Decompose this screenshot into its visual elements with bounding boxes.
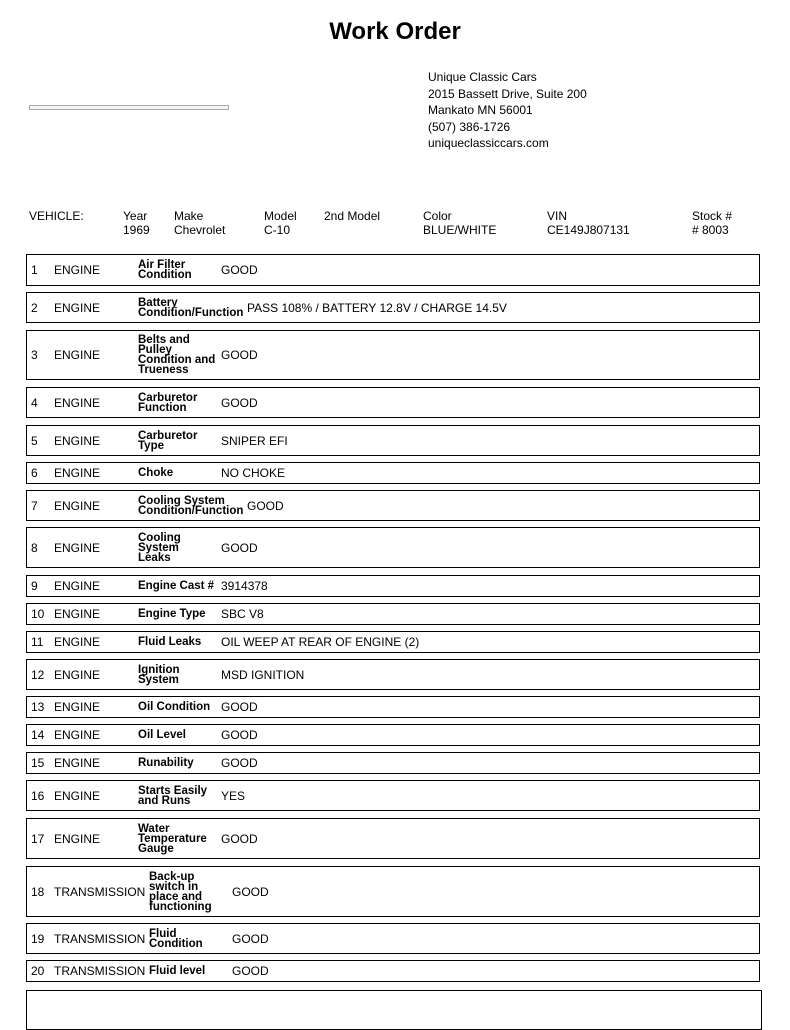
item-label: Starts Easily and Runs: [138, 784, 208, 807]
vehicle-make-value: Chevrolet: [174, 223, 226, 237]
company-city: Mankato MN 56001: [428, 103, 533, 117]
item-system: ENGINE: [54, 788, 101, 803]
list-item: [26, 923, 760, 954]
vehicle-year-label: Year: [123, 209, 148, 223]
item-number: 5: [31, 433, 38, 448]
item-number: 13: [31, 700, 45, 714]
item-system: TRANSMISSION: [54, 964, 146, 978]
item-label: Water Temperature Gauge: [138, 822, 207, 855]
item-value: GOOD: [247, 498, 284, 513]
item-value: MSD IGNITION: [221, 667, 305, 682]
vehicle-color-value: BLUE/WHITE: [423, 223, 497, 237]
item-number: 3: [31, 348, 38, 362]
item-system: ENGINE: [54, 667, 101, 682]
item-system: ENGINE: [54, 348, 101, 362]
item-value: YES: [221, 788, 246, 803]
item-number: 7: [31, 498, 38, 513]
item-label: Battery Condition/Function: [138, 296, 244, 319]
vehicle-stock-value: # 8003: [692, 223, 729, 237]
item-system: ENGINE: [54, 831, 101, 846]
item-system: ENGINE: [54, 700, 101, 714]
item-value: GOOD: [232, 931, 269, 946]
vehicle-stock-label: Stock #: [692, 209, 733, 223]
vehicle-year-value: 1969: [123, 223, 150, 237]
item-value: GOOD: [221, 395, 258, 410]
vehicle-model2: [324, 209, 380, 223]
item-system: ENGINE: [54, 540, 101, 555]
item-system: ENGINE: [54, 466, 101, 480]
item-system: ENGINE: [54, 635, 101, 649]
item-value: GOOD: [221, 263, 258, 277]
item-system: ENGINE: [54, 300, 101, 315]
list-item: [26, 780, 760, 811]
list-item: [26, 254, 760, 286]
vehicle-stock: [692, 209, 732, 237]
item-value: GOOD: [232, 964, 269, 978]
vehicle-vin-label: VIN: [547, 209, 568, 223]
list-item: [26, 490, 760, 521]
item-label: Cooling System Condition/Function: [138, 494, 244, 517]
item-label: Fluid Condition: [149, 927, 203, 950]
item-system: ENGINE: [54, 263, 101, 277]
next-item-box: [26, 990, 762, 1030]
item-system: ENGINE: [54, 433, 101, 448]
company-phone: (507) 386-1726: [428, 119, 511, 134]
item-label: Fluid Leaks: [138, 636, 202, 648]
item-number: 12: [31, 667, 45, 682]
item-value: GOOD: [221, 728, 258, 742]
list-item: [26, 631, 760, 653]
item-value: 3914378: [221, 579, 268, 593]
item-value: GOOD: [221, 831, 258, 846]
item-system: ENGINE: [54, 395, 101, 410]
list-item: [26, 425, 760, 456]
item-label: Runability: [138, 757, 194, 769]
item-label: Choke: [138, 467, 174, 479]
item-system: ENGINE: [54, 728, 101, 742]
item-number: 20: [31, 964, 45, 978]
list-item: [26, 527, 760, 568]
item-label: Air Filter Condition: [138, 259, 192, 281]
item-label: Carburetor Type: [138, 429, 198, 452]
item-value: PASS 108% / BATTERY 12.8V / CHARGE 14.5V: [247, 300, 507, 315]
item-number: 11: [31, 635, 44, 649]
item-label: Oil Condition: [138, 701, 211, 713]
vehicle-heading: VEHICLE:: [29, 209, 84, 223]
item-number: 16: [31, 788, 45, 803]
company-address: 2015 Bassett Drive, Suite 200: [428, 86, 587, 101]
vehicle-vin-value: CE149J807131: [547, 223, 630, 237]
list-item: [26, 330, 760, 380]
list-item: [26, 292, 760, 323]
item-label: Carburetor Function: [138, 391, 198, 414]
company-website: uniqueclassiccars.com: [428, 136, 549, 150]
item-number: 19: [31, 931, 45, 946]
item-label: Back-up switch in place and functioning: [149, 870, 212, 913]
vehicle-make: [174, 209, 225, 237]
vehicle-vin: [547, 209, 630, 237]
list-item: [26, 960, 760, 982]
vehicle-year: [123, 209, 150, 237]
list-item: [26, 696, 760, 718]
item-label: Fluid level: [149, 965, 206, 977]
list-item: [26, 724, 760, 746]
vehicle-make-label: Make: [174, 209, 204, 223]
vehicle-model: [264, 209, 297, 237]
list-item: [26, 752, 760, 774]
item-system: TRANSMISSION: [54, 931, 146, 946]
vehicle-model-value: C-10: [264, 223, 291, 237]
vehicle-model-label: Model: [264, 209, 297, 223]
item-value: GOOD: [221, 756, 258, 770]
item-system: ENGINE: [54, 756, 101, 770]
vehicle-color-label: Color: [423, 209, 452, 223]
item-value: GOOD: [221, 348, 258, 362]
item-system: TRANSMISSION: [54, 884, 146, 899]
page-title: Work Order: [329, 18, 461, 45]
item-value: SNIPER EFI: [221, 433, 288, 448]
item-number: 18: [31, 884, 45, 899]
item-number: 17: [31, 831, 45, 846]
vehicle-model2-label: 2nd Model: [324, 209, 381, 223]
item-system: ENGINE: [54, 607, 101, 621]
list-item: [26, 603, 760, 625]
item-value: SBC V8: [221, 607, 264, 621]
item-number: 6: [31, 466, 38, 480]
item-number: 10: [31, 607, 45, 621]
item-number: 14: [31, 728, 45, 742]
item-number: 4: [31, 395, 38, 410]
list-item: [26, 866, 760, 917]
item-label: Cooling System Leaks: [138, 531, 181, 564]
item-label: Engine Cast #: [138, 580, 215, 592]
item-label: Ignition System: [138, 663, 180, 686]
logo-placeholder: [29, 105, 229, 110]
item-number: 8: [31, 540, 38, 555]
list-item: [26, 387, 760, 418]
item-label: Belts and Pulley Condition and Trueness: [138, 334, 216, 376]
item-label: Engine Type: [138, 608, 206, 620]
vehicle-color: [423, 209, 496, 237]
item-value: GOOD: [221, 540, 258, 555]
item-number: 2: [31, 300, 38, 315]
item-number: 15: [31, 756, 45, 770]
item-value: OIL WEEP AT REAR OF ENGINE (2): [221, 635, 420, 649]
item-value: GOOD: [221, 700, 258, 714]
company-name: Unique Classic Cars: [428, 70, 537, 84]
list-item: [26, 818, 760, 859]
item-number: 1: [31, 263, 38, 277]
list-item: [26, 462, 760, 484]
list-item: [26, 659, 760, 690]
item-system: ENGINE: [54, 498, 101, 513]
item-value: NO CHOKE: [221, 466, 286, 480]
item-number: 9: [31, 579, 38, 593]
item-value: GOOD: [232, 884, 269, 899]
item-system: ENGINE: [54, 579, 101, 593]
list-item: [26, 575, 760, 597]
item-label: Oil Level: [138, 729, 186, 741]
company-info: [428, 69, 587, 152]
